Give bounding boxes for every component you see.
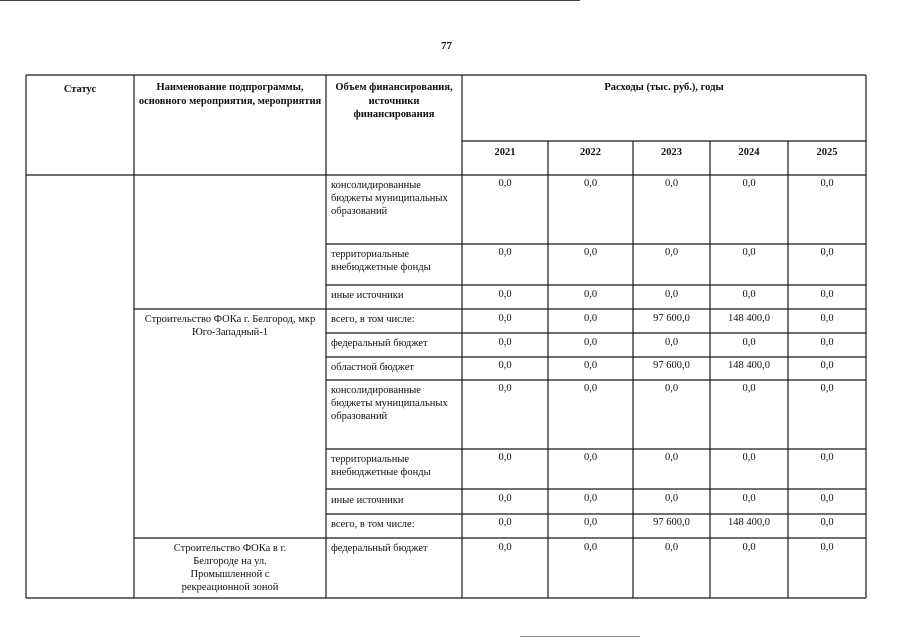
value-cell: 0,0 bbox=[498, 360, 512, 371]
value-cell: 0,0 bbox=[664, 178, 679, 189]
value-cell: 0,0 bbox=[498, 517, 512, 528]
value-cell: 148 400,0 bbox=[728, 313, 770, 324]
header-expenses: Расходы (тыс. руб.), годы bbox=[604, 82, 724, 93]
year-2021: 2021 bbox=[494, 147, 516, 158]
source-label: иные источники bbox=[331, 290, 404, 301]
value-cell: 0,0 bbox=[664, 337, 679, 348]
source-label: консолидированные бюджеты муниципальных образований bbox=[331, 385, 448, 422]
value-cell: 0,0 bbox=[583, 178, 598, 189]
source-label: областной бюджет bbox=[331, 362, 414, 373]
source-label: всего, в том числе: bbox=[331, 314, 415, 325]
value-cell: 0,0 bbox=[583, 452, 598, 463]
value-cell: 0,0 bbox=[820, 360, 834, 371]
year-2025: 2025 bbox=[816, 147, 838, 158]
value-cell: 0,0 bbox=[664, 493, 679, 504]
value-cell: 148 400,0 bbox=[728, 360, 770, 371]
value-cell: 0,0 bbox=[820, 313, 834, 324]
value-cell: 0,0 bbox=[742, 247, 756, 258]
page-number: 77 bbox=[441, 40, 452, 52]
value-cell: 0,0 bbox=[664, 383, 679, 394]
source-label: территориальные внебюджетные фонды bbox=[331, 249, 431, 273]
value-cell: 0,0 bbox=[664, 289, 679, 300]
value-cell: 0,0 bbox=[820, 542, 834, 553]
value-cell: 0,0 bbox=[742, 542, 756, 553]
value-cell: 0,0 bbox=[498, 493, 512, 504]
value-cell: 0,0 bbox=[498, 247, 512, 258]
value-cell: 0,0 bbox=[742, 289, 756, 300]
value-cell: 0,0 bbox=[583, 542, 598, 553]
value-cell: 0,0 bbox=[820, 493, 834, 504]
header-status: Статус bbox=[63, 84, 97, 95]
value-cell: 0,0 bbox=[498, 452, 512, 463]
value-cell: 0,0 bbox=[498, 289, 512, 300]
value-cell: 0,0 bbox=[820, 247, 834, 258]
source-label: всего, в том числе: bbox=[331, 519, 415, 530]
year-2022: 2022 bbox=[580, 147, 601, 158]
value-cell: 0,0 bbox=[820, 517, 834, 528]
value-cell: 0,0 bbox=[664, 452, 679, 463]
header-name: Наименование подпрограммы, основного мероприятия, мероприятия bbox=[138, 82, 322, 107]
value-cell: 0,0 bbox=[583, 493, 598, 504]
value-cell: 0,0 bbox=[820, 452, 834, 463]
value-cell: 0,0 bbox=[498, 337, 512, 348]
value-cell: 0,0 bbox=[742, 337, 756, 348]
source-label: консолидированные бюджеты муниципальных образований bbox=[331, 180, 448, 217]
value-cell: 97 600,0 bbox=[653, 360, 690, 371]
value-cell: 97 600,0 bbox=[653, 313, 690, 324]
value-cell: 148 400,0 bbox=[728, 517, 770, 528]
value-cell: 0,0 bbox=[583, 517, 598, 528]
year-2024: 2024 bbox=[738, 147, 760, 158]
value-cell: 0,0 bbox=[742, 493, 756, 504]
value-cell: 0,0 bbox=[498, 313, 512, 324]
value-cell: 0,0 bbox=[820, 337, 834, 348]
value-cell: 0,0 bbox=[583, 247, 598, 258]
value-cell: 0,0 bbox=[664, 247, 679, 258]
source-label: федеральный бюджет bbox=[331, 338, 428, 349]
value-cell: 0,0 bbox=[664, 542, 679, 553]
source-label: территориальные внебюджетные фонды bbox=[331, 454, 431, 478]
scan-mark bbox=[520, 636, 640, 637]
value-cell: 97 600,0 bbox=[653, 517, 690, 528]
header-volume: Объем финансирования, источники финансирования bbox=[335, 82, 453, 120]
source-label: иные источники bbox=[331, 495, 404, 506]
value-cell: 0,0 bbox=[498, 178, 512, 189]
value-cell: 0,0 bbox=[742, 452, 756, 463]
value-cell: 0,0 bbox=[583, 313, 598, 324]
year-2023: 2023 bbox=[661, 147, 682, 158]
value-cell: 0,0 bbox=[742, 383, 756, 394]
source-label: федеральный бюджет bbox=[331, 543, 428, 554]
project-name: Строительство ФОКа в г. Белгороде на ул. Промышленной с рекреационной зоной bbox=[173, 543, 287, 593]
value-cell: 0,0 bbox=[583, 360, 598, 371]
value-cell: 0,0 bbox=[583, 337, 598, 348]
value-cell: 0,0 bbox=[498, 542, 512, 553]
value-cell: 0,0 bbox=[820, 383, 834, 394]
value-cell: 0,0 bbox=[583, 289, 598, 300]
value-cell: 0,0 bbox=[583, 383, 598, 394]
project-name: Строительство ФОКа г. Белгород, мкр Юго-Западный-1 bbox=[144, 314, 316, 338]
value-cell: 0,0 bbox=[742, 178, 756, 189]
value-cell: 0,0 bbox=[820, 289, 834, 300]
value-cell: 0,0 bbox=[498, 383, 512, 394]
value-cell: 0,0 bbox=[820, 178, 834, 189]
